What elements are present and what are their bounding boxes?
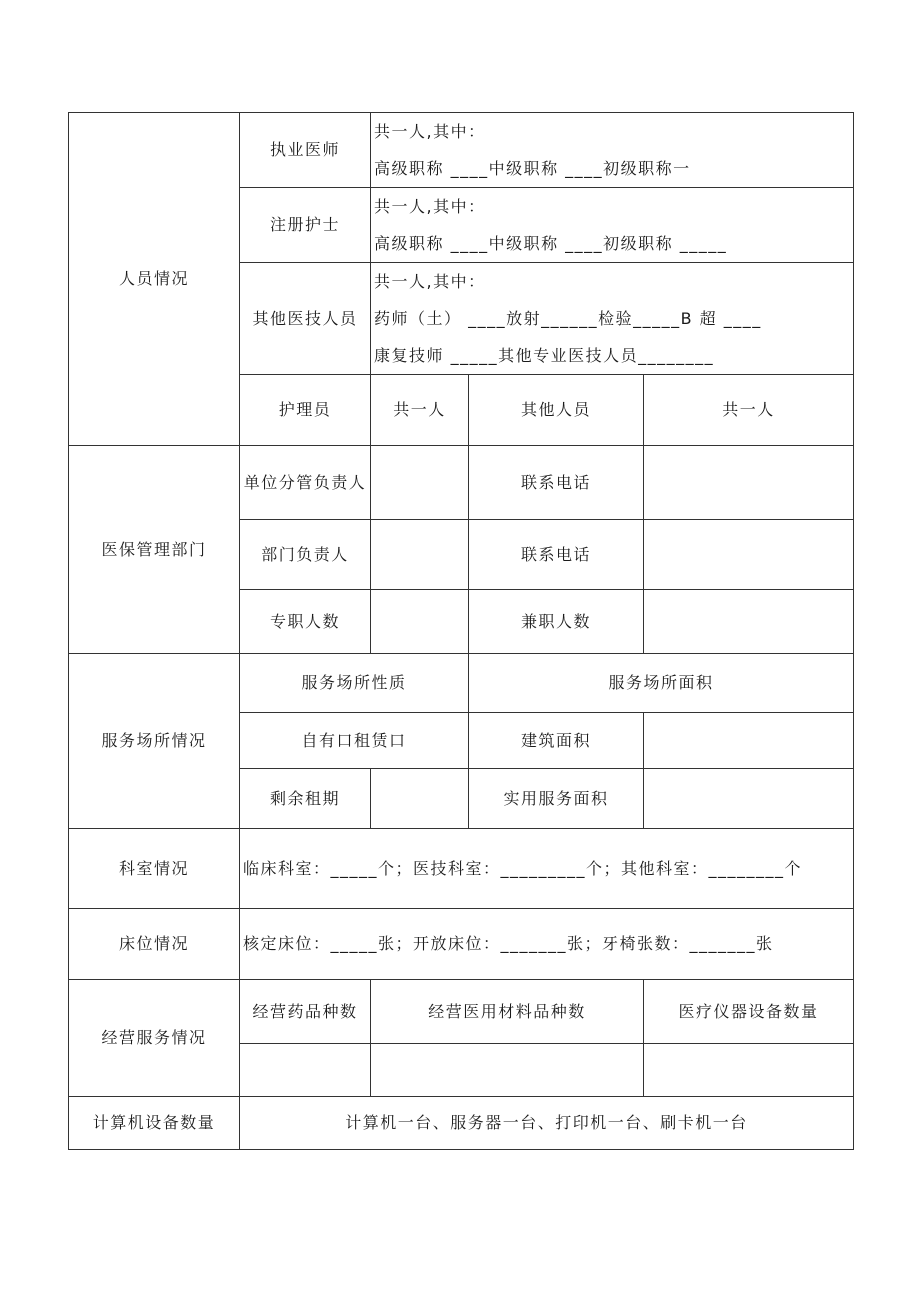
head-phone-value[interactable] <box>644 520 854 590</box>
parttime-label: 兼职人数 <box>469 590 644 654</box>
other-staff-label: 其他人员 <box>469 375 644 446</box>
caregiver-count[interactable]: 共一人 <box>371 375 469 446</box>
ownership-options[interactable]: 自有口租赁口 <box>240 713 469 769</box>
doctor-titles: 高级职称 ____中级职称 ____初级职称一 <box>374 159 691 178</box>
nurse-label: 注册护士 <box>240 188 371 263</box>
premises-nature-label: 服务场所性质 <box>240 654 469 713</box>
leader-value[interactable] <box>371 446 469 520</box>
lease-label: 剩余租期 <box>240 769 371 829</box>
building-area-label: 建筑面积 <box>469 713 644 769</box>
other-staff-count[interactable]: 共一人 <box>644 375 854 446</box>
doctor-label: 执业医师 <box>240 113 371 188</box>
head-phone-label: 联系电话 <box>469 520 644 590</box>
insurance-section-label: 医保管理部门 <box>69 446 240 654</box>
usable-area-value[interactable] <box>644 769 854 829</box>
head-value[interactable] <box>371 520 469 590</box>
usable-area-label: 实用服务面积 <box>469 769 644 829</box>
fulltime-value[interactable] <box>371 590 469 654</box>
nurse-titles: 高级职称 ____中级职称 ____初级职称 _____ <box>374 234 728 253</box>
device-count-value[interactable] <box>644 1044 854 1097</box>
building-area-value[interactable] <box>644 713 854 769</box>
row-doctor <box>69 113 854 188</box>
business-section-label: 经营服务情况 <box>69 980 240 1097</box>
lease-value[interactable] <box>371 769 469 829</box>
registration-form-table <box>68 112 854 1150</box>
premises-section-label: 服务场所情况 <box>69 654 240 829</box>
row-business-header <box>69 980 854 1044</box>
other-tech-label: 其他医技人员 <box>240 263 371 375</box>
doctor-total: 共一人,其中： <box>374 122 486 141</box>
other-tech-detail[interactable] <box>371 263 854 375</box>
staff-section-label: 人员情况 <box>69 113 240 446</box>
drug-types-label: 经营药品种数 <box>240 980 371 1044</box>
departments-detail[interactable]: 临床科室：_____个；医技科室：_________个；其他科室：________个 <box>240 829 854 909</box>
row-insurance-leader <box>69 446 854 520</box>
premises-area-label: 服务场所面积 <box>469 654 854 713</box>
beds-detail[interactable]: 核定床位：_____张；开放床位：_______张；牙椅张数：_______张 <box>240 909 854 980</box>
parttime-value[interactable] <box>644 590 854 654</box>
material-types-value[interactable] <box>371 1044 644 1097</box>
material-types-label: 经营医用材料品种数 <box>371 980 644 1044</box>
leader-label: 单位分管负责人 <box>240 446 371 520</box>
nurse-total: 共一人,其中： <box>374 197 486 216</box>
computers-section-label: 计算机设备数量 <box>69 1097 240 1150</box>
other-tech-breakdown-1: 药师（土） ____放射______检验_____B 超 ____ <box>374 309 762 328</box>
drug-types-value[interactable] <box>240 1044 371 1097</box>
computers-detail[interactable]: 计算机一台、服务器一台、打印机一台、刷卡机一台 <box>240 1097 854 1150</box>
doctor-detail[interactable] <box>371 113 854 188</box>
beds-section-label: 床位情况 <box>69 909 240 980</box>
other-tech-total: 共一人,其中： <box>374 272 486 291</box>
leader-phone-label: 联系电话 <box>469 446 644 520</box>
caregiver-label: 护理员 <box>240 375 371 446</box>
other-tech-breakdown-2: 康复技师 _____其他专业医技人员________ <box>374 346 715 365</box>
fulltime-label: 专职人数 <box>240 590 371 654</box>
nurse-detail[interactable] <box>371 188 854 263</box>
leader-phone-value[interactable] <box>644 446 854 520</box>
departments-section-label: 科室情况 <box>69 829 240 909</box>
row-departments <box>69 829 854 909</box>
row-computers <box>69 1097 854 1150</box>
row-premises-header <box>69 654 854 713</box>
head-label: 部门负责人 <box>240 520 371 590</box>
row-beds <box>69 909 854 980</box>
device-count-label: 医疗仪器设备数量 <box>644 980 854 1044</box>
